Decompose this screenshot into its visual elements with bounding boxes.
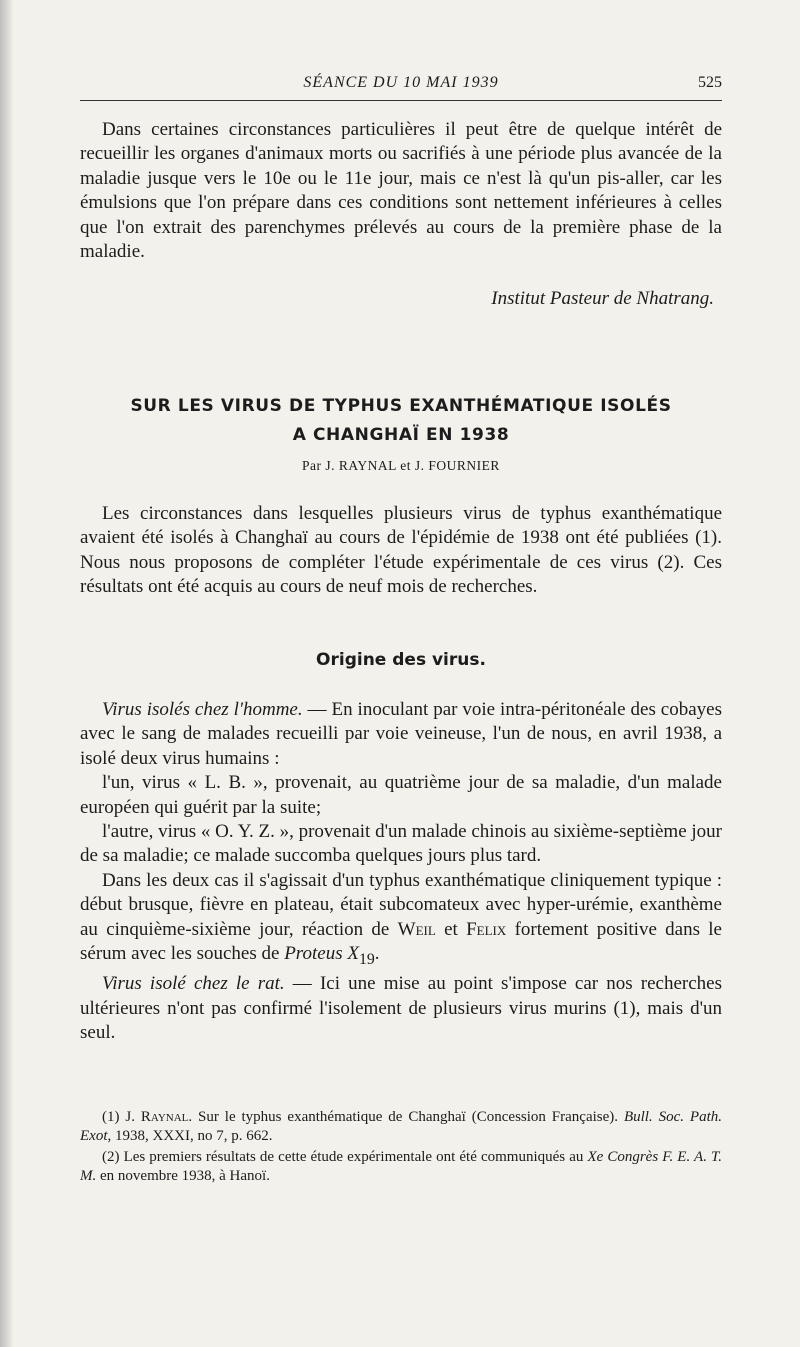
article-title bbox=[80, 392, 722, 450]
paragraph-virus-lb: l'un, virus « L. B. », provenait, au quatrième jour de sa maladie, d'un malade européen qui guérit par la suite; bbox=[80, 772, 722, 818]
species-name: Proteus X bbox=[284, 943, 359, 965]
paragraph-clinical bbox=[80, 869, 722, 972]
footnote-2 bbox=[80, 1148, 722, 1186]
author-name-felix: Felix bbox=[466, 918, 507, 940]
footnote-journal: Bull. Soc. Path. Exot bbox=[80, 1109, 722, 1144]
article-title-line-1: SUR LES VIRUS DE TYPHUS EXANTHÉMATIQUE ISOLÉS bbox=[130, 396, 672, 416]
paragraph-rat-virus bbox=[80, 972, 722, 1045]
paragraph-text: — Ici une mise au point s'impose car nos recherches ultérieures n'ont pas confirmé l'isolement de plusieurs virus murins (1), mais d'un seul. bbox=[80, 973, 723, 1044]
paragraph-human-virus bbox=[80, 698, 722, 771]
footnote-text: (2) Les premiers résultats de cette étude expérimentale ont été communiqués au bbox=[102, 1149, 588, 1165]
conjunction: et bbox=[435, 918, 467, 940]
page-number: 525 bbox=[698, 74, 722, 91]
lead-paragraph: Les circonstances dans lesquelles plusieurs virus de typhus exanthématique avaient été isolés à Changhaï au cours de l'épidémie de 1938 ont été publiées (1). Nous nous proposons de compléter l'étude expérimentale de ces virus (2). Ces résultats ont été acquis au cours de neuf mois de recherches. bbox=[80, 503, 722, 598]
paragraph-text: fortement positive dans le sérum avec les souches de bbox=[80, 918, 722, 965]
footnote-text: en novembre 1938, à Hanoï. bbox=[96, 1168, 270, 1184]
page-spine-shadow bbox=[0, 0, 14, 1347]
footnotes bbox=[80, 1108, 722, 1188]
institution-signature: Institut Pasteur de Nhatrang. bbox=[491, 288, 714, 309]
article-title-line-2: A CHANGHAÏ EN 1938 bbox=[292, 425, 510, 445]
paragraph-end: . bbox=[374, 943, 380, 965]
footnote-text: (1) J. bbox=[102, 1109, 141, 1125]
paragraph-text: — En inoculant par voie intra-péritonéale des cobayes avec le sang de malades recueilli par voie veineuse, l'un de nous, en avril 1938, a isolé deux virus humains : bbox=[80, 699, 722, 769]
section-heading: Origine des virus. bbox=[316, 650, 486, 670]
article-authors: Par J. RAYNAL et J. FOURNIER bbox=[302, 458, 500, 473]
run-in-heading-rat: Virus isolé chez le rat. bbox=[102, 973, 285, 995]
footnote-reference: , 1938, XXXI, no 7, p. 662. bbox=[107, 1128, 273, 1144]
intro-paragraph: Dans certaines circonstances particulières il peut être de quelque intérêt de recueillir les organes d'animaux morts ou sacrifiés à une période plus avancée de la maladie jusque vers le 10e ou le 11e jour, mais ce n'est là qu'un pis-aller, car les émulsions que l'on prépare dans ces conditions sont nettement inférieures à celles que l'on extrait des parenchymes prélevés au cours de la première phase de la maladie. bbox=[80, 119, 722, 263]
footnote-congress: Xe Congrès F. E. A. T. M. bbox=[80, 1149, 723, 1184]
footnote-author: Raynal bbox=[140, 1109, 189, 1125]
running-header-title: SÉANCE DU 10 MAI 1939 bbox=[303, 74, 499, 91]
species-subscript: 19 bbox=[358, 950, 375, 968]
running-header bbox=[80, 72, 722, 101]
author-name-weil: Weil bbox=[397, 918, 436, 940]
run-in-heading-human: Virus isolés chez l'homme. bbox=[102, 699, 303, 720]
paragraph-virus-oyz: l'autre, virus « O. Y. Z. », provenait d'un malade chinois au sixième-septième jour de sa maladie; ce malade succomba quelques jours plus tard. bbox=[80, 821, 722, 867]
paragraph-text: Dans les deux cas il s'agissait d'un typhus exanthématique cliniquement typique : début brusque, fièvre en plateau, était subcomateux avec hyper-urémie, exanthème au cinquième-sixième jour, réaction de bbox=[80, 869, 722, 940]
footnote-1 bbox=[80, 1108, 722, 1146]
section-body bbox=[80, 698, 722, 1045]
footnote-text: . Sur le typhus exanthématique de Changhaï (Concession Française). bbox=[188, 1109, 624, 1125]
